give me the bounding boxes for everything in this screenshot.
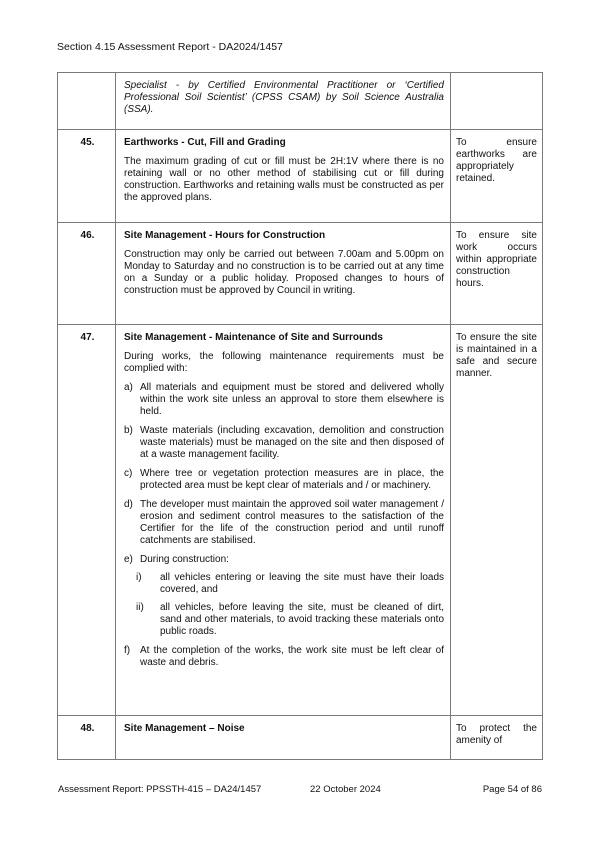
condition-title: Site Management – Noise bbox=[124, 723, 245, 734]
condition-number: 46. bbox=[80, 230, 95, 241]
table-row bbox=[58, 325, 543, 716]
table-row bbox=[58, 223, 543, 325]
condition-number-cell bbox=[58, 716, 116, 760]
list-item-label: a) bbox=[124, 382, 133, 393]
condition-reason-cell bbox=[451, 130, 543, 223]
conditions-table bbox=[57, 72, 543, 760]
list-item bbox=[124, 645, 444, 669]
condition-reason: To ensure site work occurs within appropriate construction hours. bbox=[456, 230, 537, 289]
sub-list-item-label: ii) bbox=[136, 602, 144, 613]
condition-number-cell bbox=[58, 73, 116, 130]
sub-list-item-text: all vehicles, before leaving the site, must be cleaned of dirt, sand and other materials, to avoid tracking these materials onto public roads. bbox=[160, 602, 444, 637]
list-item-label: f) bbox=[124, 645, 131, 656]
list-item bbox=[124, 499, 444, 547]
condition-body-cell bbox=[116, 73, 451, 130]
condition-number: 45. bbox=[80, 137, 95, 148]
condition-body-cell bbox=[116, 716, 451, 760]
sub-list-item bbox=[124, 572, 444, 596]
list-item bbox=[124, 425, 444, 461]
condition-number: 48. bbox=[80, 723, 95, 734]
condition-text: Construction may only be carried out between 7.00am and 5.00pm on Monday to Saturday and no construction is to be carried out at any time on a Sunday or a public holiday. Proposed changes to hours of construction must be approved by Council in writing. bbox=[124, 249, 444, 296]
list-item-text: During construction: bbox=[140, 554, 229, 565]
condition-body-cell bbox=[116, 325, 451, 716]
condition-text: Specialist - by Certified Environmental Practitioner or ‘Certified Professional Soil Scientist’ (CPSS CSAM) by Soil Science Australia (SSA). bbox=[124, 80, 444, 115]
condition-text: The maximum grading of cut or fill must be 2H:1V where there is no retaining wall or no other method of stabilising cut or fill during construction. Earthworks and retaining walls must be constructed as per the approved plans. bbox=[124, 156, 444, 203]
condition-reason: To protect the amenity of bbox=[456, 723, 537, 746]
condition-reason-cell bbox=[451, 325, 543, 716]
condition-reason-cell bbox=[451, 716, 543, 760]
list-item-text: Where tree or vegetation protection measures are in place, the protected area must be kept clear of materials and / or machinery. bbox=[140, 468, 444, 491]
sub-list-item bbox=[124, 602, 444, 638]
condition-title: Site Management - Maintenance of Site and Surrounds bbox=[124, 332, 383, 343]
condition-number-cell bbox=[58, 325, 116, 716]
list-item-text: Waste materials (including excavation, demolition and construction waste materials) must be managed on the site and then disposed of at a waste management facility. bbox=[140, 425, 444, 460]
condition-number: 47. bbox=[80, 332, 95, 343]
condition-title: Site Management - Hours for Construction bbox=[124, 230, 326, 241]
table-row bbox=[58, 73, 543, 130]
table-row bbox=[58, 716, 543, 760]
list-item-label: b) bbox=[124, 425, 133, 436]
list-item-text: At the completion of the works, the work site must be left clear of waste and debris. bbox=[140, 645, 444, 668]
list-item bbox=[124, 468, 444, 492]
condition-reason: To ensure earthworks are appropriately retained. bbox=[456, 137, 537, 184]
sub-list-item-label: i) bbox=[136, 572, 142, 583]
condition-number-cell bbox=[58, 130, 116, 223]
list-item-label: e) bbox=[124, 554, 133, 565]
condition-reason-cell bbox=[451, 73, 543, 130]
list-item-label: d) bbox=[124, 499, 133, 510]
condition-title: Earthworks - Cut, Fill and Grading bbox=[124, 137, 286, 148]
list-item bbox=[124, 382, 444, 418]
page-header: Section 4.15 Assessment Report - DA2024/1457 bbox=[57, 41, 283, 53]
condition-intro: During works, the following maintenance requirements must be complied with: bbox=[124, 351, 444, 374]
condition-reason: To ensure the site is maintained in a safe and secure manner. bbox=[456, 332, 537, 379]
footer-report-id: Assessment Report: PPSSTH-415 – DA24/1457 bbox=[58, 784, 262, 795]
sub-list-item-text: all vehicles entering or leaving the site must have their loads covered, and bbox=[160, 572, 444, 595]
list-item-label: c) bbox=[124, 468, 133, 479]
footer-date: 22 October 2024 bbox=[310, 784, 381, 795]
list-item-text: All materials and equipment must be stored and delivered wholly within the work site unless an approval to store them elsewhere is held. bbox=[140, 382, 444, 417]
condition-body-cell bbox=[116, 130, 451, 223]
table-row bbox=[58, 130, 543, 223]
condition-reason-cell bbox=[451, 223, 543, 325]
footer-page-number: Page 54 of 86 bbox=[482, 784, 542, 795]
list-item-text: The developer must maintain the approved soil water management / erosion and sediment control measures to the satisfaction of the Certifier for the life of the construction period and until runoff catchments are stabilised. bbox=[140, 499, 444, 546]
condition-number-cell bbox=[58, 223, 116, 325]
list-item bbox=[124, 554, 444, 566]
condition-body-cell bbox=[116, 223, 451, 325]
